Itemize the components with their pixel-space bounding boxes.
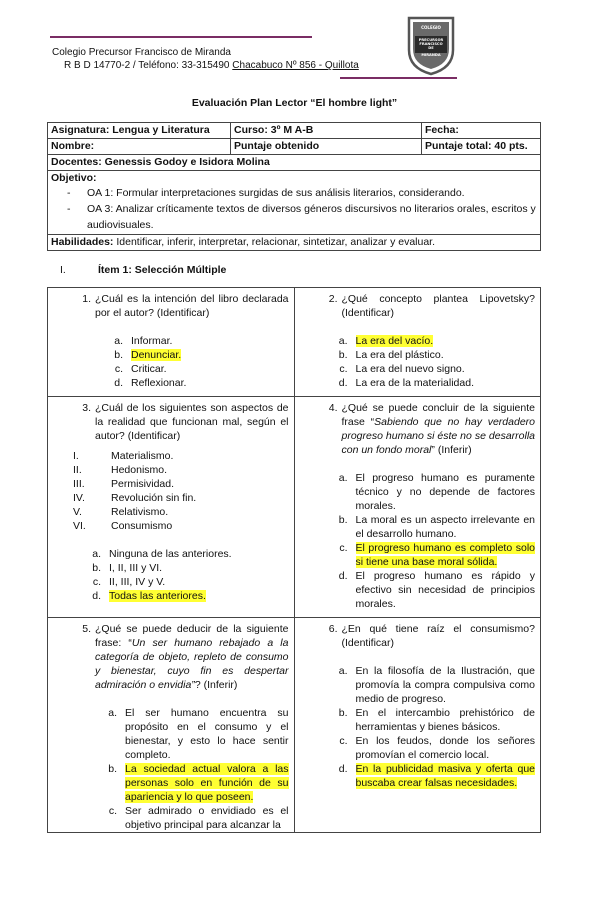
question-text: ¿Qué se puede concluir de la siguiente frase “Sabiendo que no hay verdadero progreso humano si éste no se desarrolla con un fondo moral” (Inferir) — [341, 402, 536, 456]
question-text: ¿En qué tiene raíz el consumismo? (Identificar) — [341, 623, 535, 649]
date-cell: Fecha: — [422, 123, 541, 139]
questions-table — [47, 287, 541, 833]
teachers-cell: Docentes: Genessis Godoy e Isidora Molina — [48, 155, 541, 171]
page-title: Evaluación Plan Lector “El hombre light” — [191, 97, 398, 109]
answer-option[interactable]: a. El progreso humano es puramente técnico y no depende de factores morales. — [338, 472, 535, 512]
answer-option[interactable]: c. II, III, IV y V. — [92, 576, 166, 588]
answer-option[interactable]: a. El ser humano encuentra su propósito en el consumo y el bienestar, y esto lo hace sentir completo. — [108, 707, 289, 761]
school-contact: R B D 14770-2 / Teléfono: 33-315490 Chacabuco Nº 856 - Quillota — [64, 60, 359, 71]
name-cell: Nombre: — [48, 139, 231, 155]
answer-option-highlighted[interactable]: a. La era del vacío. — [338, 335, 434, 347]
svg-text:FRANCISCO: FRANCISCO — [419, 42, 443, 46]
objective-item: - OA 1: Formular interpretaciones surgidas de sus análisis literarios, considerando. — [67, 187, 465, 199]
answer-option[interactable]: a. En la filosofía de la Ilustración, que promovía la compra compulsiva como medio de progreso. — [338, 665, 535, 705]
answer-option[interactable]: a. Informar. — [114, 335, 173, 347]
objective-label: Objetivo: — [51, 172, 97, 184]
question-5: 5. ¿Qué se puede deducir de la siguiente frase: “Un ser humano rebajado a la categoría de objeto, repleto de consumo y bienestar, cuyo fin es despertar admiración o envidia”? (Inferir) a. El ser humano encuentra su propósito en el consumo y el bienestar, y esto lo hace sentir completo. b. La sociedad actual valora a las personas solo en función de su apariencia y lo que poseen. c. Ser admirado o envidiado es el objetivo principal para alcanzar la — [48, 618, 295, 833]
school-name: Colegio Precursor Francisco de Miranda — [52, 47, 231, 58]
answer-option-highlighted[interactable]: b. La sociedad actual valora a las personas solo en función de su apariencia y lo que poseen. — [108, 763, 289, 803]
roman-item: VI. Consumismo — [73, 520, 173, 532]
school-address: Chacabuco Nº 856 - Quillota — [232, 60, 359, 71]
skills-cell: Habilidades: Identificar, inferir, interpretar, relacionar, sintetizar, analizar y evaluar. — [48, 235, 541, 251]
answer-option[interactable]: b. La era del plástico. — [338, 349, 444, 361]
question-text: ¿Cuál es la intención del libro declarada por el autor? (Identificar) — [95, 293, 289, 319]
answer-option[interactable]: d. La era de la materialidad. — [338, 377, 474, 389]
answer-option[interactable]: d. Reflexionar. — [114, 377, 187, 389]
answer-option[interactable]: c. En los feudos, donde los señores promovían el comercio local. — [339, 735, 535, 761]
question-1: 1. ¿Cuál es la intención del libro declarada por el autor? (Identificar) a. Informar. b. Denunciar. c. Criticar. d. Reflexionar. — [48, 288, 295, 397]
objective-item: - OA 3: Analizar críticamente textos de diversos géneros discursivos no literarios orales, escritos y audiovisuales. — [67, 203, 536, 231]
question-4: 4. ¿Qué se puede concluir de la siguiente frase “Sabiendo que no hay verdadero progreso humano si éste no se desarrolla con un fondo moral” (Inferir) a. El progreso humano es puramente técnico y no depende de factores morales. b. La moral es un aspecto irrelevante en el desarrollo humano. c. El progreso humano es completo solo si tiene una base moral sólida. d. El progreso humano es rápido y efectivo sin necesidad de principios morales. — [294, 397, 541, 618]
header-accent-line-bottom — [340, 77, 457, 79]
roman-item: IV. Revolución sin fin. — [73, 492, 197, 504]
objectives-cell — [48, 171, 541, 235]
info-table — [47, 122, 541, 251]
total-score-cell: Puntaje total: 40 pts. — [422, 139, 541, 155]
question-6: 6. ¿En qué tiene raíz el consumismo? (Identificar) a. En la filosofía de la Ilustración, que promovía la compra compulsiva como medio de progreso. b. En el intercambio prehistórico de herramientas y bienes básicos. c. En los feudos, donde los señores promovían el comercio local. d. En la publicidad masiva y oferta que buscaba crear falsas necesidades. — [294, 618, 541, 833]
question-text: ¿Qué concepto plantea Lipovetsky? (Identificar) — [341, 293, 535, 319]
section-heading: I. Ítem 1: Selección Múltiple — [60, 264, 227, 276]
answer-option-highlighted[interactable]: d. En la publicidad masiva y oferta que buscaba crear falsas necesidades. — [338, 763, 535, 789]
answer-option-highlighted[interactable]: b. Denunciar. — [114, 349, 182, 361]
roman-item: I. Materialismo. — [73, 450, 174, 462]
question-3: 3. ¿Cuál de los siguientes son aspectos de la realidad que funcionan mal, según el autor? (Identificar) I. Materialismo. II. Hedonismo. III. Permisividad. IV. Revolución sin fin. V. Relativismo. VI. Consumismo a. Ninguna de las anteriores. b. I, II, III y VI. c. II, III, IV y V. d. Todas las anteriores. — [48, 397, 295, 618]
svg-text:DE: DE — [428, 46, 434, 50]
answer-option[interactable]: a. Ninguna de las anteriores. — [92, 548, 232, 560]
roman-item: V. Relativismo. — [73, 506, 169, 518]
roman-item: II. Hedonismo. — [73, 464, 168, 476]
answer-option[interactable]: c. Ser admirado o envidiado es el objetivo principal para alcanzar la — [108, 805, 289, 831]
subject-cell: Asignatura: Lengua y Literatura — [48, 123, 231, 139]
answer-option[interactable]: b. La moral es un aspecto irrelevante en el desarrollo humano. — [338, 514, 535, 540]
school-header — [52, 46, 359, 72]
score-obtained-cell: Puntaje obtenido — [231, 139, 422, 155]
svg-text:COLEGIO: COLEGIO — [421, 25, 441, 30]
question-text: ¿Qué se puede deducir de la siguiente frase: “Un ser humano rebajado a la categoría de objeto, repleto de consumo y bienestar, cuyo fin es despertar admiración o envidia”? (Inferir) — [95, 623, 289, 691]
answer-option[interactable]: d. El progreso humano es rápido y efectivo sin necesidad de principios morales. — [338, 570, 535, 610]
course-cell: Curso: 3º M A-B — [231, 123, 422, 139]
header-accent-line-top — [50, 36, 312, 38]
svg-text:PRECURSOR: PRECURSOR — [418, 38, 444, 42]
question-2: 2. ¿Qué concepto plantea Lipovetsky? (Identificar) a. La era del vacío. b. La era del plástico. c. La era del nuevo signo. d. La era de la materialidad. — [294, 288, 541, 397]
answer-option-highlighted[interactable]: c. El progreso humano es completo solo si tiene una base moral sólida. — [339, 542, 535, 568]
roman-list — [53, 449, 289, 533]
answer-option[interactable]: b. En el intercambio prehistórico de herramientas y bienes básicos. — [338, 707, 535, 733]
svg-text:MIRANDA: MIRANDA — [421, 53, 441, 57]
school-crest-logo — [405, 14, 457, 76]
question-text: ¿Cuál de los siguientes son aspectos de la realidad que funcionan mal, según el autor? (Identificar) — [95, 402, 289, 442]
answer-option[interactable]: c. La era del nuevo signo. — [339, 363, 465, 375]
answer-option[interactable]: c. Criticar. — [114, 363, 167, 375]
roman-item: III. Permisividad. — [73, 478, 175, 490]
answer-option-highlighted[interactable]: d. Todas las anteriores. — [92, 590, 206, 602]
answer-option[interactable]: b. I, II, III y VI. — [92, 562, 163, 574]
